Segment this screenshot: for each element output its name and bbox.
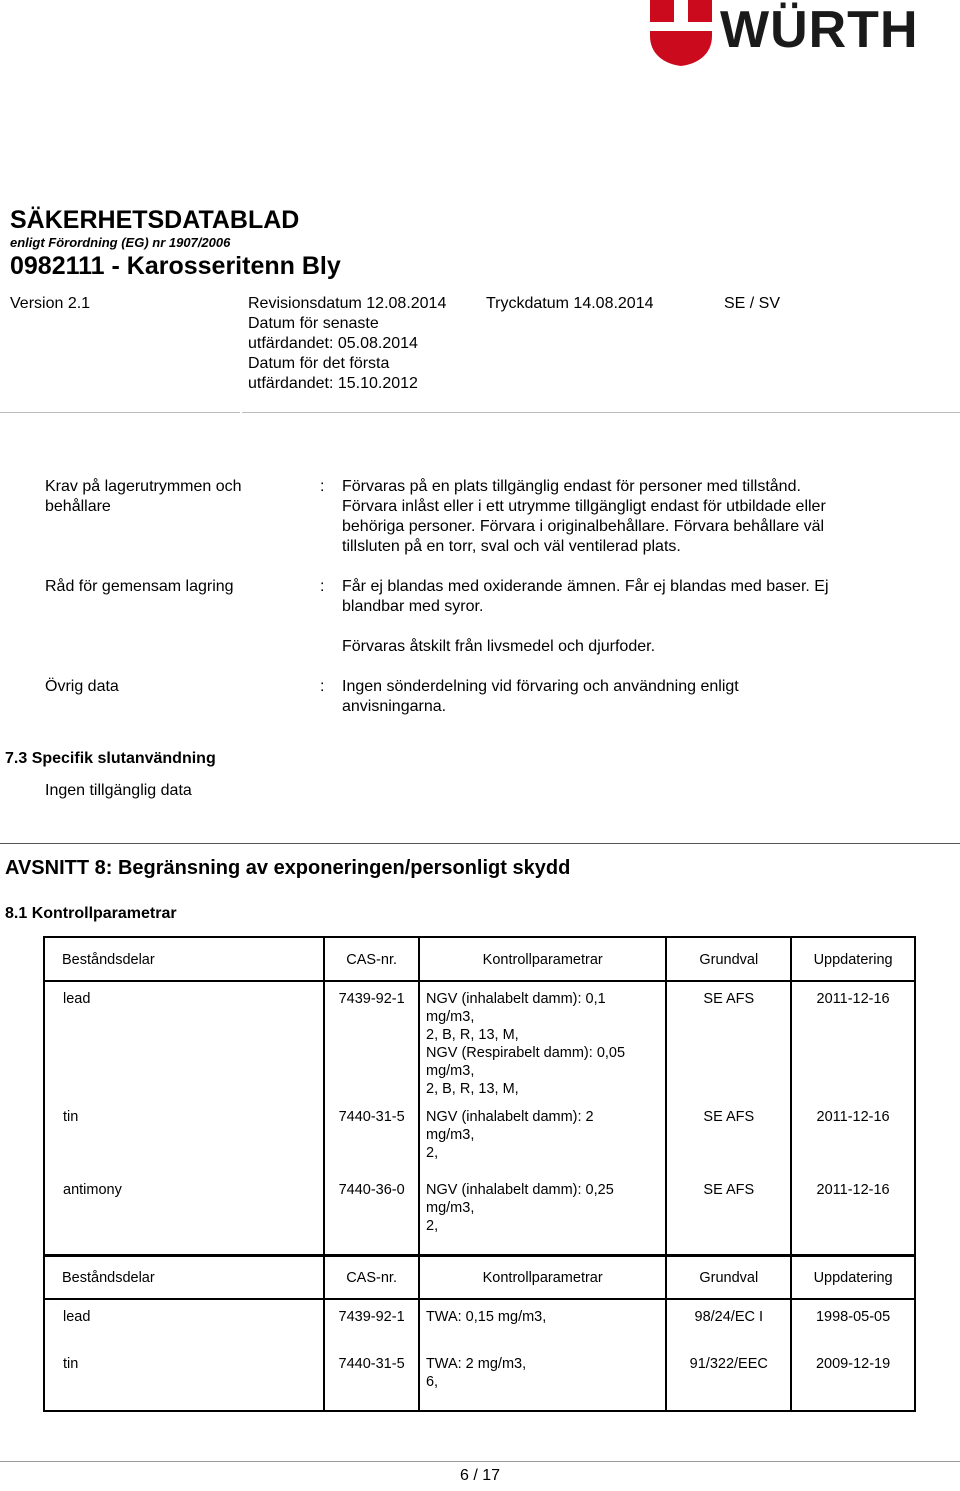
- param-line: 6,: [425, 1374, 439, 1390]
- revision-line: Datum för det första: [248, 355, 390, 372]
- field-colon: :: [320, 578, 325, 595]
- section-7-3-text: Ingen tillgänglig data: [45, 782, 192, 799]
- revision-line: utfärdandet: 15.10.2012: [248, 375, 418, 392]
- basis: 98/24/EC I: [694, 1309, 764, 1325]
- table-row: [44, 981, 915, 1108]
- header-cell: Beståndsdelar: [44, 937, 324, 981]
- param-line: 2,: [426, 1218, 439, 1234]
- header-cell: Kontrollparametrar: [419, 1255, 666, 1299]
- update-date: 2011-12-16: [816, 991, 890, 1007]
- cas-number: 7440-31-5: [338, 1109, 405, 1125]
- param-line: mg/m3,: [426, 1009, 475, 1025]
- header-cell: Grundval: [666, 1255, 791, 1299]
- param-line: mg/m3,: [426, 1063, 475, 1079]
- value-line: Förvaras på en plats tillgänglig endast för personer med tillstånd.: [342, 478, 801, 495]
- value-line: Förvara inlåst eller i ett utrymme tillgängligt endast för utbildade eller: [342, 498, 826, 515]
- common-storage-value: [342, 577, 902, 617]
- common-storage-extra: Förvaras åtskilt från livsmedel och djurfoder.: [342, 638, 656, 655]
- other-data-label: Övrig data: [45, 678, 119, 695]
- header-cell: Uppdatering: [791, 1255, 915, 1299]
- param-line: 2, B, R, 13, M,: [426, 1081, 519, 1097]
- language-code: SE / SV: [724, 295, 781, 312]
- other-data-value: [342, 677, 902, 717]
- control-parameters-table-2: [43, 1254, 916, 1412]
- value-line: blandbar med syror.: [342, 598, 484, 615]
- header-cell: Beståndsdelar: [44, 1255, 324, 1299]
- field-colon: :: [320, 678, 325, 695]
- regulation-subtitle: enligt Förordning (EG) nr 1907/2006: [10, 235, 231, 250]
- table-row: [44, 1299, 915, 1355]
- table-header-row: [44, 1255, 915, 1299]
- header-cell: Grundval: [666, 937, 791, 981]
- document-title: SÄKERHETSDATABLAD: [10, 206, 300, 234]
- basis: 91/322/EEC: [689, 1356, 768, 1372]
- revision-line: Revisionsdatum 12.08.2014: [248, 295, 447, 312]
- table-row: [44, 1108, 915, 1181]
- section-8-1-heading: 8.1 Kontrollparametrar: [5, 905, 177, 922]
- header-cell: CAS-nr.: [324, 937, 419, 981]
- section-8-title: AVSNITT 8: Begränsning av exponeringen/personligt skydd: [5, 857, 571, 879]
- header-cell: Uppdatering: [791, 937, 915, 981]
- substance-name: antimony: [63, 1182, 122, 1198]
- product-title: 0982111 - Karosseritenn Bly: [10, 252, 341, 280]
- param-line: mg/m3,: [426, 1127, 475, 1143]
- update-date: 2011-12-16: [816, 1182, 890, 1198]
- param-line: TWA: 2 mg/m3,: [425, 1356, 527, 1372]
- control-parameters-table-1: [43, 936, 916, 1257]
- cas-number: 7440-31-5: [338, 1356, 405, 1372]
- cas-number: 7439-92-1: [338, 1309, 405, 1325]
- table-header-row: [44, 937, 915, 981]
- basis: SE AFS: [703, 1182, 755, 1198]
- wurth-logo-icon: [650, 0, 712, 66]
- page-number: 6 / 17: [459, 1467, 501, 1484]
- basis: SE AFS: [703, 991, 755, 1007]
- footer-divider: [0, 1461, 960, 1462]
- substance-name: tin: [63, 1356, 79, 1372]
- storage-requirements-value: [342, 477, 902, 557]
- version-label: Version 2.1: [10, 295, 91, 312]
- header-cell: CAS-nr.: [324, 1255, 419, 1299]
- update-date: 2009-12-19: [815, 1356, 891, 1372]
- param-line: NGV (inhalabelt damm): 0,25: [426, 1182, 614, 1198]
- substance-name: lead: [63, 1309, 91, 1325]
- wurth-logo: [650, 0, 960, 68]
- table-row: [44, 1181, 915, 1256]
- substance-name: lead: [63, 991, 91, 1007]
- common-storage-label: Råd för gemensam lagring: [45, 578, 234, 595]
- param-line: NGV (inhalabelt damm): 2: [426, 1109, 594, 1125]
- wurth-logo-text: WÜRTH: [720, 1, 919, 59]
- cas-number: 7440-36-0: [338, 1182, 405, 1198]
- param-line: 2,: [426, 1145, 439, 1161]
- section-7-3-heading: 7.3 Specifik slutanvändning: [5, 750, 216, 767]
- revision-line: utfärdandet: 05.08.2014: [248, 335, 418, 352]
- field-colon: :: [320, 478, 325, 495]
- param-line: NGV (inhalabelt damm): 0,1: [426, 991, 606, 1007]
- basis: SE AFS: [703, 1109, 755, 1125]
- substance-name: tin: [63, 1109, 79, 1125]
- value-line: tillsluten på en torr, sval och väl ventilerad plats.: [342, 538, 681, 555]
- header-divider-left: [0, 412, 240, 413]
- update-date: 2011-12-16: [816, 1109, 890, 1125]
- param-line: 2, B, R, 13, M,: [426, 1027, 519, 1043]
- value-line: Får ej blandas med oxiderande ämnen. Får ej blandas med baser. Ej: [342, 578, 829, 595]
- storage-requirements-label: Krav på lagerutrymmen och behållare: [45, 478, 242, 515]
- header-cell: Kontrollparametrar: [419, 937, 666, 981]
- value-line: Ingen sönderdelning vid förvaring och användning enligt: [342, 678, 739, 695]
- value-line: anvisningarna.: [342, 698, 447, 715]
- param-line: NGV (Respirabelt damm): 0,05: [426, 1045, 626, 1061]
- cas-number: 7439-92-1: [338, 991, 405, 1007]
- update-date: 1998-05-05: [815, 1309, 891, 1325]
- revision-info: [248, 294, 478, 394]
- print-date: Tryckdatum 14.08.2014: [486, 295, 654, 312]
- param-line: mg/m3,: [426, 1200, 475, 1216]
- section-8-divider: [0, 843, 960, 844]
- revision-line: Datum för senaste: [248, 315, 379, 332]
- header-divider-right: [242, 412, 960, 413]
- table-row: [44, 1355, 915, 1411]
- value-line: behöriga personer. Förvara i originalbehållare. Förvara behållare väl: [342, 518, 825, 535]
- param-line: TWA: 0,15 mg/m3,: [425, 1309, 547, 1325]
